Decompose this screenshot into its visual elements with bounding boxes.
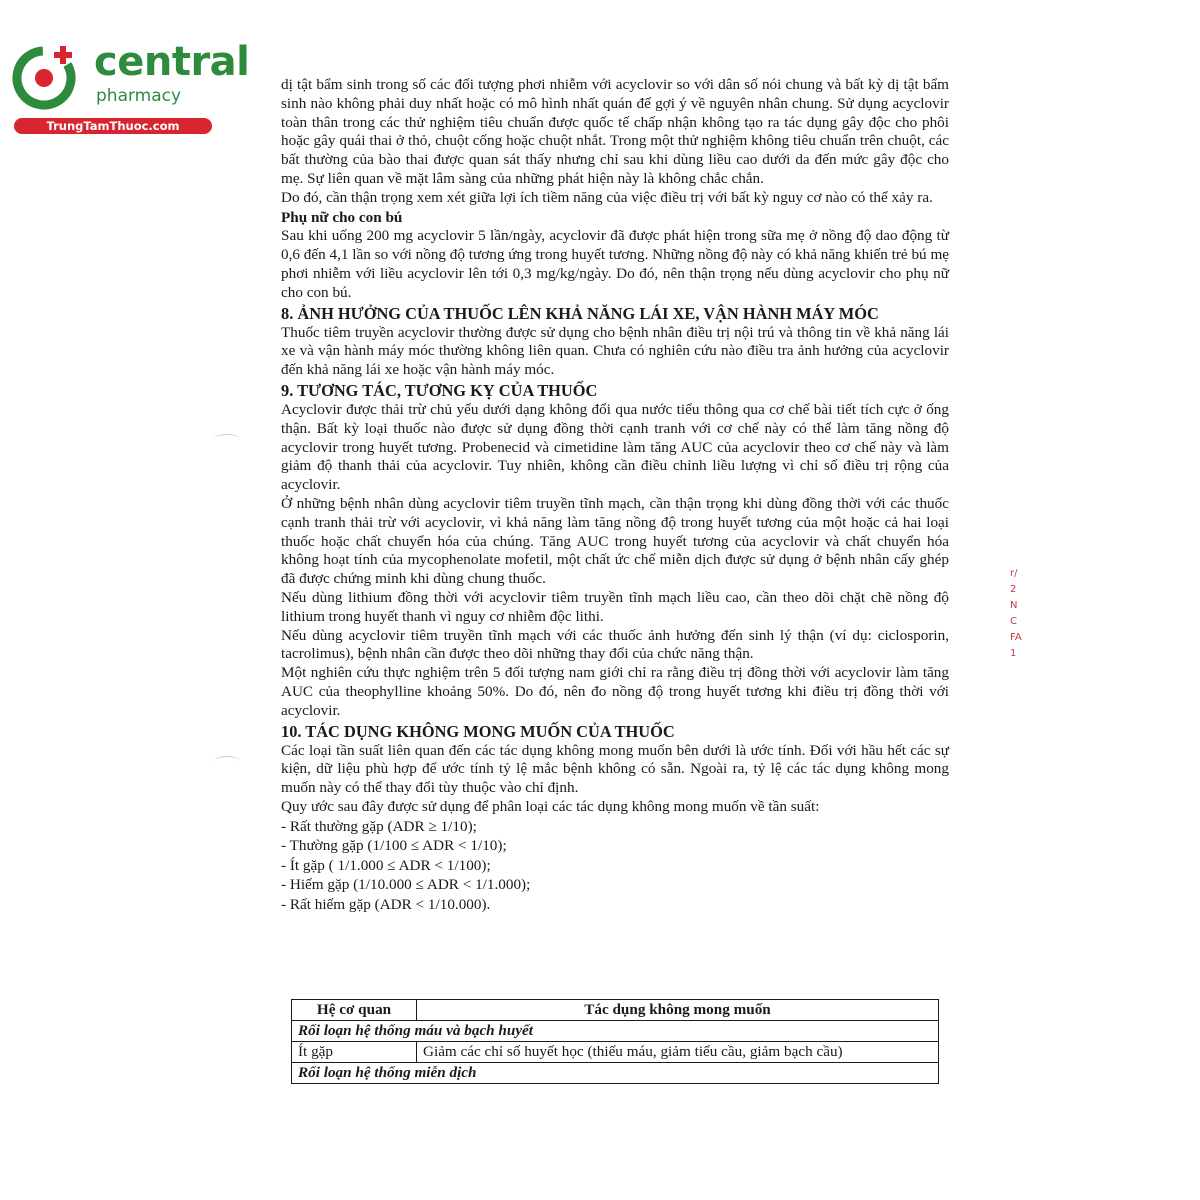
table-row [292,1042,939,1063]
stamp-fragment: r/ [1010,568,1018,579]
effect-cell: Giảm các chỉ số huyết học (thiếu máu, giảm tiểu cầu, giảm bạch cầu) [417,1042,939,1063]
punch-hole-mark [214,756,240,767]
stamp-fragment: 1 [1010,648,1017,659]
section-heading-9: 9. TƯƠNG TÁC, TƯƠNG KỴ CỦA THUỐC [281,380,598,400]
paragraph: Do đó, cần thận trọng xem xét giữa lợi ích tiềm năng của việc điều trị với bất kỳ nguy cơ nào có thể xảy ra. [281,188,933,206]
side-stamp [1010,566,1032,726]
paragraph: Thuốc tiêm truyền acyclovir thường được sử dụng cho bệnh nhân điều trị nội trú và thông tin về khả năng lái xe và vận hành máy móc thường không liên quan. Chưa có nghiên cứu nào điều tra ảnh hưởng của acyclovir đến khả năng lái xe hoặc vận hành máy móc. [281,323,949,379]
frequency-item: - Thường gặp (1/100 ≤ ADR < 1/10); [281,837,507,855]
paragraph: dị tật bẩm sinh trong số các đối tượng phơi nhiễm với acyclovir so với dân số nói chung và bất kỳ dị tật bẩm sinh nào không phải duy nhất hoặc có mô hình nhất quán để gợi ý về nguyên nhân chung. Sử dụng acyclovir toàn thân trong các thử nghiệm tiêu chuẩn được quốc tế chấp nhận không tạo ra tác dụng gây độc cho phôi hoặc gây quái thai ở thỏ, chuột cống hoặc chuột nhắt. Trong một thử nghiệm không tiêu chuẩn trên chuột, các bất thường của bào thai được quan sát thấy nhưng chỉ sau khi dùng liều cao dưới da đến mức gây độc cho mẹ. Sự liên quan về mặt lâm sàng của những phát hiện này là không chắc chắn. [281,76,949,187]
paragraph: Các loại tần suất liên quan đến các tác dụng không mong muốn bên dưới là ước tính. Đối với hầu hết các sự kiện, dữ liệu phù hợp để ước tính tỷ lệ mắc bệnh không có sẵn. Ngoài ra, tỷ lệ các tác dụng không mong muốn này có thể thay đổi tùy thuộc vào chỉ định. [281,741,949,797]
section-heading-8: 8. ẢNH HƯỞNG CỦA THUỐC LÊN KHẢ NĂNG LÁI XE, VẬN HÀNH MÁY MÓC [281,303,879,323]
frequency-item: - Ít gặp ( 1/1.000 ≤ ADR < 1/100); [281,856,491,874]
adverse-effects-table [291,999,939,1084]
brand-url[interactable]: TrungTamThuoc.com [14,118,212,134]
frequency-item: - Rất hiếm gặp (ADR < 1/10.000). [281,896,491,914]
brand-name: central [94,39,250,85]
frequency-list [281,817,949,915]
table-group-row [292,1063,939,1084]
central-pharmacy-logo [10,36,250,136]
frequency-item: - Hiếm gặp (1/10.000 ≤ ADR < 1/1.000); [281,876,531,894]
frequency-item: - Rất thường gặp (ADR ≥ 1/10); [281,817,477,835]
pharmacy-logo-icon [10,38,84,112]
paragraph: Nếu dùng acyclovir tiêm truyền tĩnh mạch với các thuốc ảnh hưởng đến sinh lý thận (ví dụ: ciclosporin, tacrolimus), bệnh nhân cần được theo dõi những thay đổi của chức năng thận. [281,626,949,663]
group-label-immune: Rối loạn hệ thống miễn dịch [292,1063,939,1084]
paragraph: Một nghiên cứu thực nghiệm trên 5 đối tượng nam giới chỉ ra rằng điều trị đồng thời với acyclovir làm tăng AUC của theophylline khoảng 50%. Do đó, nên đo nồng độ trong huyết tương khi điều trị đồng thời với acyclovir. [281,664,949,719]
subheading-breastfeeding: Phụ nữ cho con bú [281,208,403,226]
section-heading-10: 10. TÁC DỤNG KHÔNG MONG MUỐN CỦA THUỐC [281,721,675,741]
paragraph: Acyclovir được thải trừ chủ yếu dưới dạng không đổi qua nước tiểu thông qua cơ chế bài tiết tích cực ở ống thận. Bất kỳ loại thuốc nào được sử dụng đồng thời cạnh tranh với cơ chế này có thể làm tăng nồng độ acyclovir trong huyết tương. Probenecid và cimetidine làm tăng AUC của acyclovir theo cơ chế này và làm giảm độ thanh thải của acyclovir. Tuy nhiên, không cần điều chỉnh liều lượng vì chỉ số điều trị rộng của acyclovir. [281,400,949,494]
punch-hole-mark [214,434,240,445]
paragraph: Quy ước sau đây được sử dụng để phân loại các tác dụng không mong muốn về tần suất: [281,797,820,815]
brand-subtitle: pharmacy [96,86,182,106]
stamp-fragment: C [1010,616,1017,627]
table-header-row [292,1000,939,1021]
group-label-blood: Rối loạn hệ thống máu và bạch huyết [292,1021,939,1042]
column-header-organ-system: Hệ cơ quan [292,1000,417,1021]
stamp-fragment: FA [1010,632,1022,643]
frequency-cell: Ít gặp [292,1042,417,1063]
paragraph: Sau khi uống 200 mg acyclovir 5 lần/ngày, acyclovir đã được phát hiện trong sữa mẹ ở nồng độ dao động từ 0,6 đến 4,1 lần so với nồng độ tương ứng trong huyết tương. Những nồng độ này có khả năng khiến trẻ bú mẹ phơi nhiễm với liều acyclovir lên tới 0,3 mg/kg/ngày. Do đó, nên thận trọng nếu dùng acyclovir cho phụ nữ cho con bú. [281,227,949,301]
paragraph: Ở những bệnh nhân dùng acyclovir tiêm truyền tĩnh mạch, cần thận trọng khi dùng đồng thời với các thuốc cạnh tranh thải trừ với acyclovir, vì khả năng làm tăng nồng độ trong huyết tương của một hoặc cả hai loại thuốc hoặc chất chuyển hóa của chúng. Tăng AUC trong huyết tương của acyclovir và chất chuyển hóa không hoạt tính của mycophenolate mofetil, một chất ức chế miễn dịch được sử dụng ở bệnh nhân cấy ghép đã được chứng minh khi dùng chung thuốc. [281,494,949,588]
leaflet-page [281,76,949,915]
stamp-fragment: N [1010,600,1018,611]
table-group-row [292,1021,939,1042]
stamp-fragment: 2 [1010,584,1017,595]
column-header-adverse-effect: Tác dụng không mong muốn [417,1000,939,1021]
paragraph: Nếu dùng lithium đồng thời với acyclovir tiêm truyền tĩnh mạch liều cao, cần theo dõi chặt chẽ nồng độ lithium trong huyết thanh vì nguy cơ nhiễm độc lithi. [281,588,949,625]
